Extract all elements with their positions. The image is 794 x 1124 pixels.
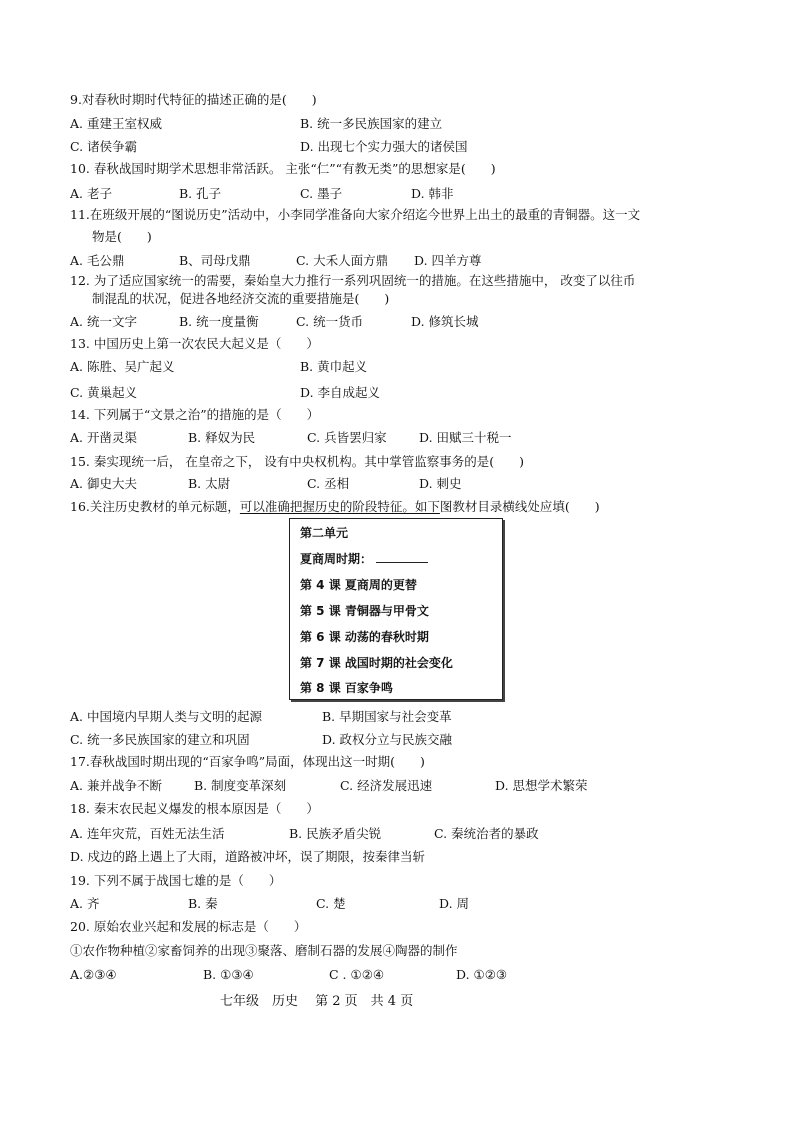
q13-option-c: C. 黄巢起义 xyxy=(70,385,138,400)
q9-stem: 9.对春秋时期时代特征的描述正确的是( ) xyxy=(70,92,317,107)
q18-option-b: B. 民族矛盾尖锐 xyxy=(289,826,382,841)
q12-option-b: B. 统一度量衡 xyxy=(179,314,259,329)
q17-option-a: A. 兼并战争不断 xyxy=(70,778,162,793)
q19-option-a: A. 齐 xyxy=(70,896,100,911)
q14-option-b: B. 释奴为民 xyxy=(188,430,256,445)
toc-lesson: 第 6 课 动荡的春秋时期 xyxy=(300,630,429,644)
toc-lesson: 第 5 课 青铜器与甲骨文 xyxy=(300,604,429,618)
q18-option-d: D. 戍边的路上遇上了大雨，道路被冲坏，误了期限，按秦律当斩 xyxy=(70,849,426,864)
q12-option-c: C. 统一货币 xyxy=(296,314,364,329)
toc-lesson: 第 8 课 百家争鸣 xyxy=(300,681,393,695)
q11-stem-line1: 11.在班级开展的“图说历史”活动中，小李同学准备向大家介绍迄今世界上出土的最重的青铜器。这一文 xyxy=(70,207,641,222)
q16-option-a: A. 中国境内早期人类与文明的起源 xyxy=(70,709,262,724)
toc-lesson: 第 7 课 战国时期的社会变化 xyxy=(300,656,453,670)
q16-stem-underlined: 可以准确把握历史的阶段特征。如下 xyxy=(239,499,440,514)
toc-unit: 第二单元 xyxy=(300,526,349,540)
q17-stem: 17.春秋战国时期出现的“百家争鸣”局面，体现出这一时期( ) xyxy=(70,754,425,769)
q16-option-c: C. 统一多民族国家的建立和巩固 xyxy=(70,732,250,747)
q15-option-c: C. 丞相 xyxy=(307,476,350,491)
q9-option-b: B. 统一多民族国家的建立 xyxy=(300,116,443,131)
q13-option-a: A. 陈胜、吴广起义 xyxy=(70,359,175,374)
q16-option-b: B. 早期国家与社会变革 xyxy=(322,709,452,724)
q17-option-d: D. 思想学术繁荣 xyxy=(495,778,588,793)
toc-period xyxy=(300,550,428,568)
q16-option-d: D. 政权分立与民族交融 xyxy=(322,732,453,747)
q18-option-c: C. 秦统治者的暴政 xyxy=(434,826,539,841)
q9-option-c: C. 诸侯争霸 xyxy=(70,139,138,154)
textbook-toc-box xyxy=(289,518,503,700)
q18-option-a: A. 连年灾荒，百姓无法生活 xyxy=(70,826,225,841)
q15-option-d: D. 刺史 xyxy=(419,476,462,491)
q11-stem-line2: 物是( ) xyxy=(92,229,152,244)
q10-option-c: C. 墨子 xyxy=(300,186,343,201)
q20-option-c: C . ①②④ xyxy=(329,967,385,982)
q14-option-c: C. 兵皆罢归家 xyxy=(307,430,387,445)
q12-option-d: D. 修筑长城 xyxy=(411,314,479,329)
q12-option-a: A. 统一文字 xyxy=(70,314,137,329)
q17-option-b: B. 制度变革深刻 xyxy=(194,778,287,793)
page-footer: 七年级 历史 第 2 页 共 4 页 xyxy=(220,994,414,1009)
q13-stem: 13. 中国历史上第一次农民大起义是（ ） xyxy=(70,336,319,351)
q10-option-b: B. 孔子 xyxy=(179,186,222,201)
toc-blank-line xyxy=(376,550,428,563)
q14-option-d: D. 田赋三十税一 xyxy=(419,430,512,445)
q19-option-c: C. 楚 xyxy=(316,896,346,911)
q15-option-a: A. 御史大夫 xyxy=(70,476,137,491)
q20-option-d: D. ①②③ xyxy=(456,967,508,982)
q16-stem xyxy=(70,498,600,516)
q20-items: ①农作物种植②家畜饲养的出现③聚落、磨制石器的发展④陶器的制作 xyxy=(70,943,458,958)
q12-stem-line2: 制混乱的状况，促进各地经济交流的重要措施是( ) xyxy=(92,291,390,306)
q11-option-d: D. 四羊方尊 xyxy=(414,253,482,268)
q11-option-c: C. 大禾人面方鼎 xyxy=(296,253,389,268)
q16-stem-pre: 16.关注历史教材的单元标题， xyxy=(70,499,240,514)
q13-option-b: B. 黄巾起义 xyxy=(300,359,368,374)
q13-option-d: D. 李自成起义 xyxy=(300,385,381,400)
q15-stem: 15. 秦实现统一后， 在皇帝之下， 设有中央权机构。其中掌管监察事务的是( ) xyxy=(70,454,525,469)
q19-stem: 19. 下列不属于战国七雄的是（ ） xyxy=(70,873,282,888)
q17-option-c: C. 经济发展迅速 xyxy=(340,778,433,793)
q20-stem: 20. 原始农业兴起和发展的标志是（ ） xyxy=(70,919,307,934)
q18-stem: 18. 秦末农民起义爆发的根本原因是（ ） xyxy=(70,801,319,816)
q10-stem: 10. 春秋战国时期学术思想非常活跃。 主张“仁”“有教无类”的思想家是( ) xyxy=(70,161,496,176)
q10-option-a: A. 老子 xyxy=(70,186,112,201)
q19-option-d: D. 周 xyxy=(439,896,470,911)
q9-option-d: D. 出现七个实力强大的诸侯国 xyxy=(300,139,468,154)
q20-option-a: A.②③④ xyxy=(70,967,117,982)
q14-stem: 14. 下列属于“文景之治”的措施的是（ ） xyxy=(70,407,320,422)
q10-option-d: D. 韩非 xyxy=(411,186,454,201)
q19-option-b: B. 秦 xyxy=(188,896,218,911)
q12-stem-line1: 12. 为了适应国家统一的需要，秦始皇大力推行一系列巩固统一的措施。在这些措施中， 改变了以往币 xyxy=(70,273,636,288)
q20-option-b: B. ①③④ xyxy=(203,967,254,982)
toc-lesson: 第 4 课 夏商周的更替 xyxy=(300,578,417,592)
q14-option-a: A. 开凿灵渠 xyxy=(70,430,137,445)
q15-option-b: B. 太尉 xyxy=(188,476,231,491)
q11-option-b: B、司母戊鼎 xyxy=(179,253,251,268)
toc-period-label: 夏商周时期： xyxy=(300,552,373,566)
q11-option-a: A. 毛公鼎 xyxy=(70,253,125,268)
q16-stem-post: 图教材目录横线处应填( ) xyxy=(439,499,600,514)
q9-option-a: A. 重建王室权威 xyxy=(70,116,162,131)
